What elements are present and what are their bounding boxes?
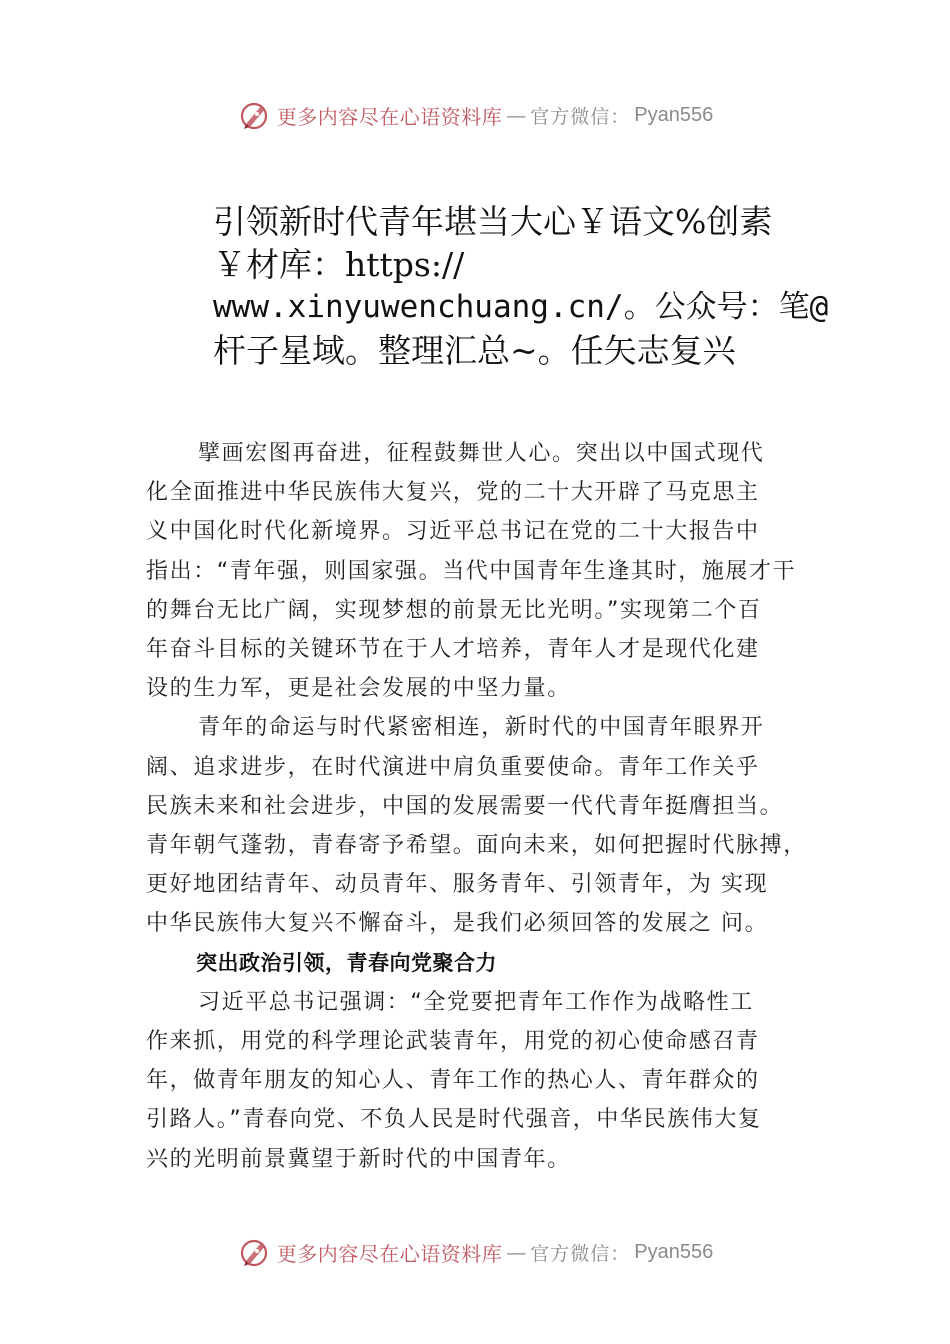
text-line: 青年朝气蓬勃，青春寄予希望。面向未来，如何把握时代脉搏，: [146, 833, 807, 859]
text-line: 化全面推进中华民族伟大复兴，党的二十大开辟了马克思主: [146, 480, 760, 506]
text-line: 更好地团结青年、动员青年、服务青年、引领青年，为 实现: [146, 872, 769, 898]
title-line: 引领新时代青年堪当大心￥语文%创素: [213, 202, 773, 241]
section-heading: 突出政治引领，青春向党聚合力: [196, 950, 497, 975]
text-line: 义中国化时代化新境界。习近平总书记在党的二十大报告中: [146, 519, 760, 545]
title-line: 杆子星域。整理汇总~。任矢志复兴: [213, 331, 736, 370]
text-line: 引路人。”青春向党、不负人民是时代强音，中华民族伟大复: [146, 1107, 762, 1133]
text-line: 中华民族伟大复兴不懈奋斗，是我们必须回答的发展之 问。: [146, 911, 769, 937]
document-title: [213, 200, 853, 372]
text-line: 阔、追求进步，在时代演进中肩负重要使命。青年工作关乎: [146, 754, 760, 780]
document-body: [146, 434, 846, 1179]
text-line: 设的生力军，更是社会发展的中坚力量。: [146, 676, 571, 702]
paragraph-3: [146, 983, 846, 1179]
pen-logo-icon: [237, 98, 271, 132]
paragraph-2: [146, 708, 846, 943]
watermark-separator: —: [506, 103, 527, 127]
text-line: 的舞台无比广阔，实现梦想的前景无比光明。”实现第二个百: [146, 597, 762, 623]
watermark-wechat-label: 官方微信：: [530, 1242, 631, 1265]
text-line: 青年的命运与时代紧密相连，新时代的中国青年眼界开: [198, 715, 765, 741]
watermark-wechat-id: Pyan556: [634, 103, 714, 126]
text-line: 习近平总书记强调：“全党要把青年工作作为战略性工: [198, 989, 754, 1015]
text-line: 年奋斗目标的关键环节在于人才培养，青年人才是现代化建: [146, 637, 760, 663]
footer-watermark: [0, 1232, 950, 1272]
text-line: 年，做青年朋友的知心人、青年工作的热心人、青年群众的: [146, 1068, 760, 1094]
text-line: 兴的光明前景冀望于新时代的中国青年。: [146, 1146, 571, 1172]
title-line: ￥材库：https://: [213, 245, 465, 284]
pen-logo-icon: [237, 1235, 271, 1269]
title-line: www.xinyuwenchuang.cn/。公众号：笔@: [213, 289, 829, 325]
watermark-main-text: 更多内容尽在心语资料库: [276, 104, 503, 129]
text-line: 作来抓，用党的科学理论武装青年，用党的初心使命感召青: [146, 1029, 760, 1055]
text-line: 民族未来和社会进步，中国的发展需要一代代青年挺膺担当。: [146, 793, 784, 819]
watermark-separator: —: [506, 1240, 527, 1264]
watermark-main-text: 更多内容尽在心语资料库: [276, 1241, 503, 1266]
paragraph-1: [146, 434, 846, 708]
text-line: 擘画宏图再奋进，征程鼓舞世人心。突出以中国式现代: [198, 441, 765, 466]
header-watermark: [0, 95, 950, 135]
watermark-wechat-label: 官方微信：: [530, 105, 631, 128]
watermark-wechat-id: Pyan556: [634, 1240, 714, 1263]
text-line: 指出：“青年强，则国家强。当代中国青年生逢其时，施展才干: [146, 558, 797, 584]
